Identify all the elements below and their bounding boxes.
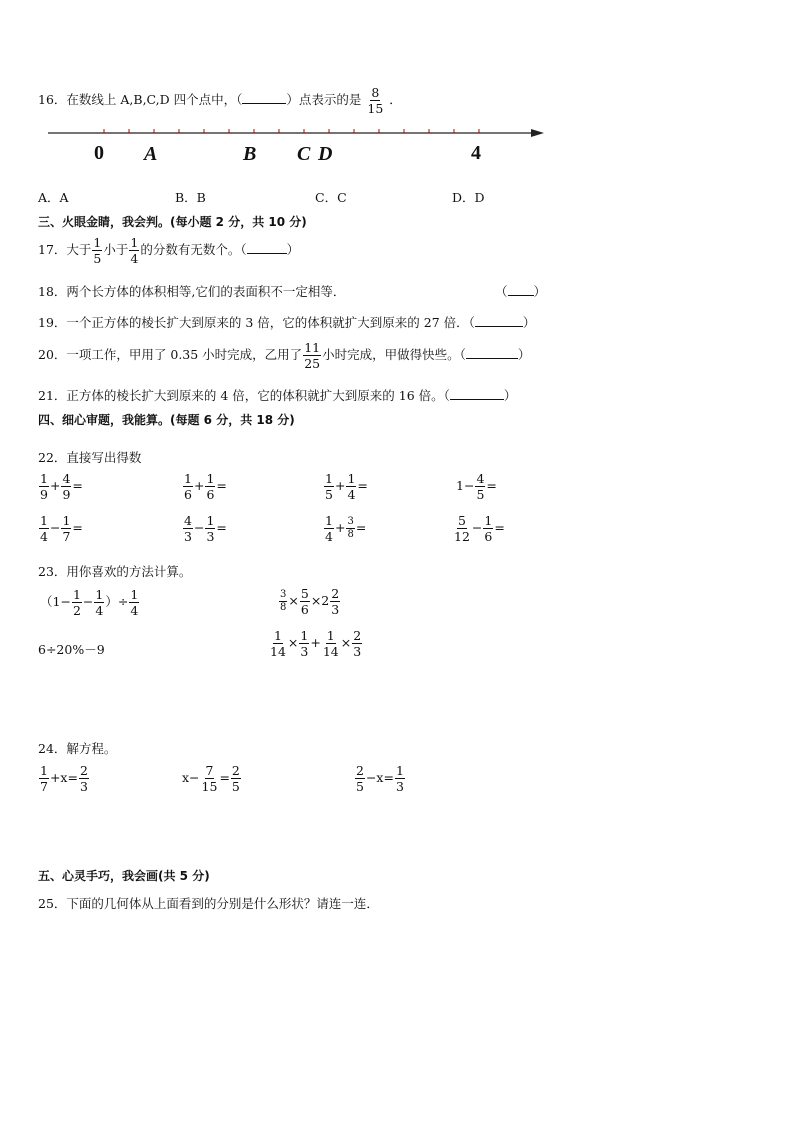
section-3-title: 三、火眼金睛，我会判。(每小题 2 分，共 10 分): [38, 215, 307, 229]
q19: 19．一个正方体的棱长扩大到原来的 3 倍，它的体积就扩大到原来的 27 倍．（ ）: [38, 315, 536, 330]
q24-title: 24．解方程。: [38, 741, 117, 756]
section-4-title: 四、细心审题，我能算。(每题 6 分，共 18 分): [38, 413, 295, 427]
number-line: [0, 0, 794, 200]
q17: 17．大于 $\frac{1}{5}$ 小于 $\frac{1}{4}$ 的分数有无数个。（ ）: [38, 235, 300, 267]
q22-item-8: $\frac{5}{12}$ − $\frac{1}{6}$ =: [454, 513, 505, 545]
q25-text: 25．下面的几何体从上面看到的分别是什么形状？请连一连．: [38, 896, 379, 911]
fraction: $\frac{1}{5}$: [93, 235, 102, 267]
number-line-label-c: C: [297, 143, 311, 165]
number-line-label-0: 0: [94, 142, 104, 164]
q22-item-3: $\frac{1}{5}$ + $\frac{1}{4}$ =: [325, 471, 368, 503]
answer-blank[interactable]: [508, 284, 534, 296]
answer-blank[interactable]: [475, 315, 523, 327]
option-d[interactable]: D．D: [452, 190, 485, 205]
number-line-label-d: D: [318, 143, 333, 165]
q22-item-1: $\frac{1}{9}$ + $\frac{4}{9}$ =: [40, 471, 83, 503]
section-5-title: 五、心灵手巧，我会画(共 5 分): [38, 869, 210, 883]
q21: 21．正方体的棱长扩大到原来的 4 倍，它的体积就扩大到原来的 16 倍。（ ）: [38, 388, 517, 403]
q23-expr-4: $\frac{1}{14}$ × $\frac{1}{3}$ + $\frac{1}{14}$ × $\frac{2}{3}$: [270, 628, 362, 660]
q24-eq-2: x− $\frac{7}{15}$ = $\frac{2}{5}$: [182, 763, 240, 795]
answer-blank[interactable]: [247, 242, 287, 254]
answer-blank[interactable]: [466, 347, 518, 359]
option-a[interactable]: A．A: [38, 190, 69, 205]
q23-expr-1: （1− $\frac{1}{2}$ − $\frac{1}{4}$ ）÷ $\frac{1}{4}$: [40, 587, 139, 619]
q22-item-2: $\frac{1}{6}$ + $\frac{1}{6}$ =: [184, 471, 227, 503]
q18-answer: （ ）: [495, 284, 547, 299]
fraction: $\frac{1}{4}$: [130, 235, 139, 267]
q24-eq-3: $\frac{2}{5}$ −x= $\frac{1}{3}$: [356, 763, 404, 795]
q23-title: 23．用你喜欢的方法计算。: [38, 564, 192, 579]
q22-item-5: $\frac{1}{4}$ − $\frac{1}{7}$ =: [40, 513, 83, 545]
number-line-label-4: 4: [471, 142, 481, 164]
fraction: $\frac{11}{25}$: [304, 340, 321, 372]
q20: 20．一项工作，甲用了 0.35 小时完成，乙用了 $\frac{11}{25}$ 小时完成，甲做得快些。（ ）: [38, 340, 531, 372]
number-line-label-a: A: [144, 143, 158, 165]
option-b[interactable]: B．B: [175, 190, 206, 205]
q22-item-7: $\frac{1}{4}$ + $\frac{3}{8}$ =: [325, 513, 367, 545]
q22-title: 22．直接写出得数: [38, 450, 142, 465]
fraction: $\frac{8}{15}$: [367, 85, 384, 117]
q22-item-6: $\frac{4}{3}$ − $\frac{1}{3}$ =: [184, 513, 227, 545]
answer-blank[interactable]: [450, 388, 504, 400]
q24-eq-1: $\frac{1}{7}$ +x= $\frac{2}{3}$: [40, 763, 88, 795]
number-line-label-b: B: [243, 143, 257, 165]
q16-line: 16．在数线上 A,B,C,D 四个点中，（ ）点表示的是 $\frac{8}{15}$ ．: [38, 85, 402, 117]
q18-text: 18．两个长方体的体积相等,它们的表面积不一定相等．: [38, 284, 346, 299]
q23-expr-3: 6÷20%－9: [38, 642, 105, 657]
q23-expr-2: $\frac{3}{8}$ × $\frac{5}{6}$ ×2 $\frac{2}{3}$: [280, 586, 340, 618]
q22-item-4: 1− $\frac{4}{5}$ =: [456, 471, 497, 503]
option-c[interactable]: C．C: [315, 190, 347, 205]
